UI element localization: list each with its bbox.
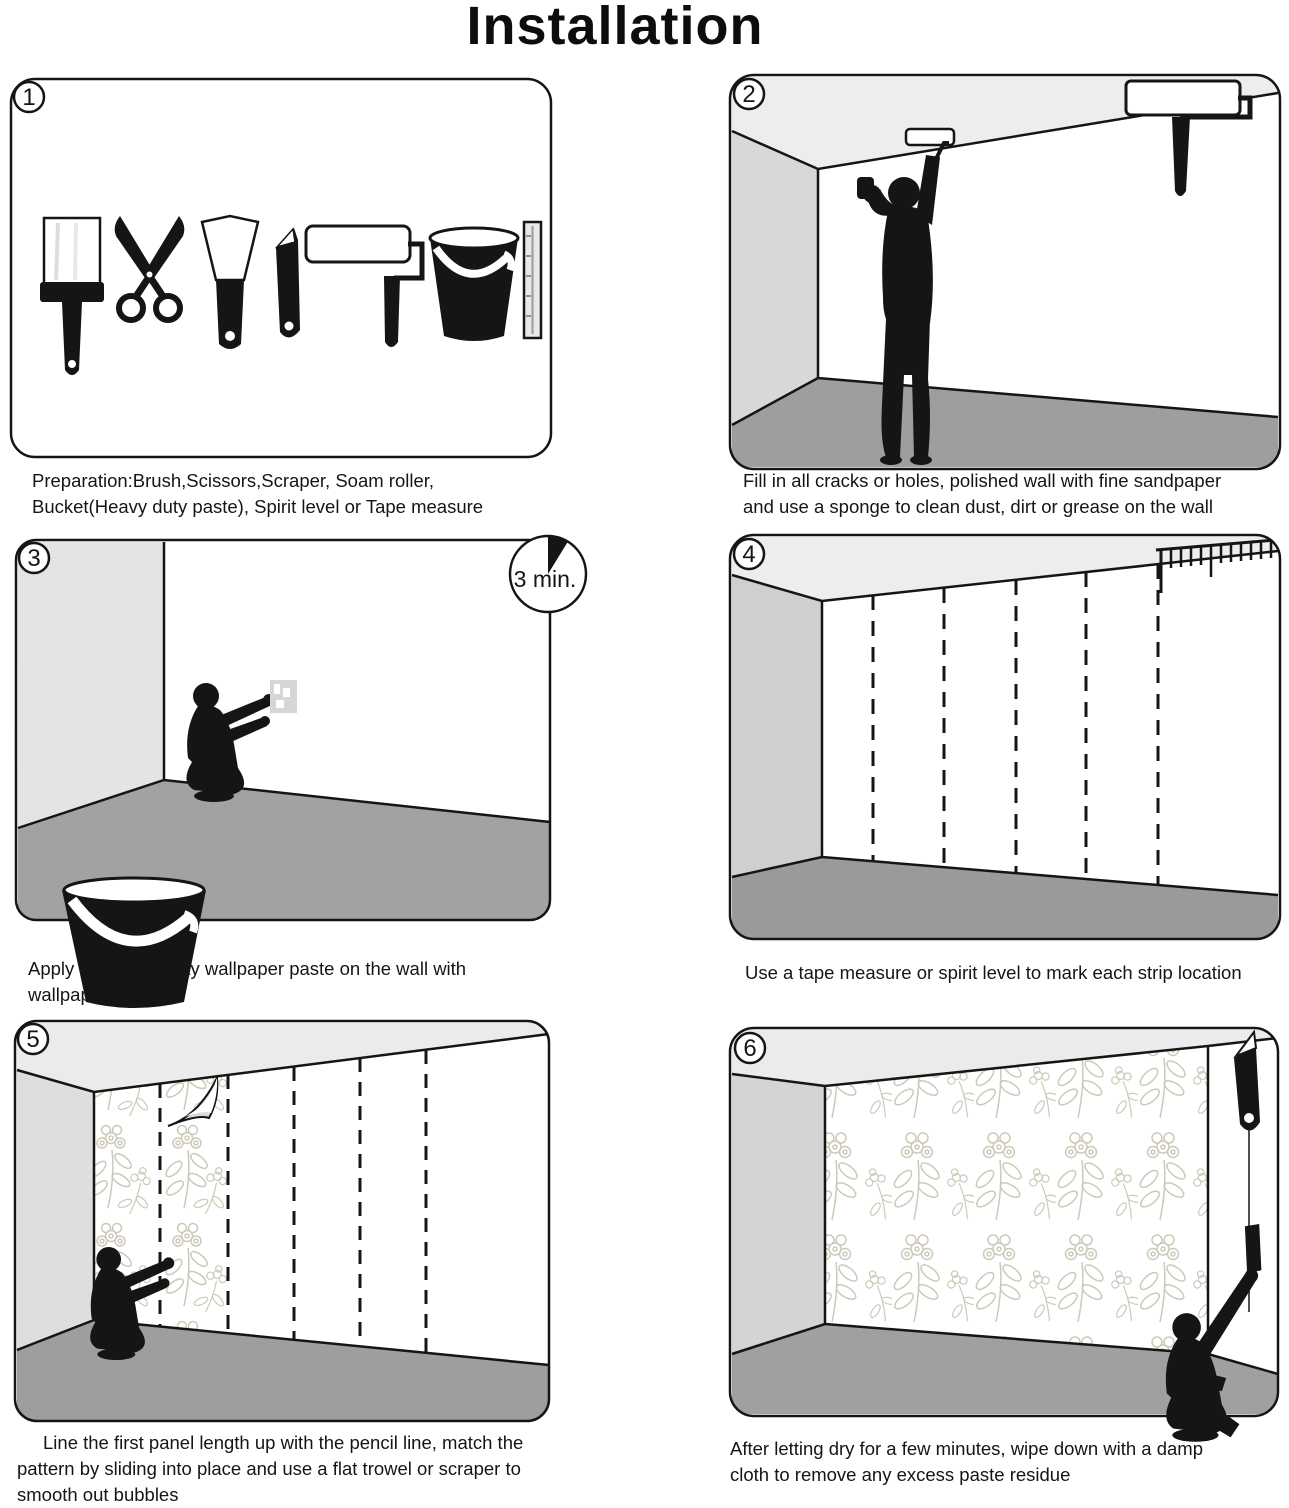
main-wall [822, 551, 1278, 895]
step-number: 2 [742, 81, 756, 108]
paste-bucket-icon [430, 228, 518, 341]
timer-label: 3 min. [513, 566, 577, 592]
step-number: 4 [742, 541, 756, 568]
step-number-badge [19, 543, 49, 573]
utility-knife-icon [276, 228, 300, 338]
step-number-badge [14, 82, 44, 112]
step-3-panel [12, 532, 577, 1012]
step-2-caption: Fill in all cracks or holes, polished wall with fine sandpaper and use a sponge to clean dust, dirt or grease on the wall [743, 470, 1222, 517]
spirit-level-icon [524, 222, 541, 338]
step-number-badge [734, 539, 764, 569]
step-number: 1 [22, 84, 36, 111]
timer-clock-icon [510, 536, 586, 612]
step-number-badge [18, 1024, 48, 1054]
wallpapered-wall [825, 1046, 1208, 1354]
step-6-panel [728, 1022, 1284, 1458]
side-wall [732, 575, 822, 877]
side-wall [732, 1074, 825, 1354]
side-wall [732, 131, 818, 425]
step-3-caption: Apply the heavy duty wallpaper paste on the wall with wallpaper brush [28, 958, 467, 1005]
page-title: Installation [466, 0, 764, 56]
step-number: 5 [26, 1026, 40, 1053]
step-6-caption: After letting dry for a few minutes, wipe down with a damp cloth to remove any excess paste residue [730, 1438, 1203, 1485]
step-1-panel [8, 76, 555, 462]
step-5-panel [12, 1018, 552, 1426]
step-4-panel [728, 533, 1282, 945]
step-number: 3 [27, 545, 41, 572]
step-number-badge [734, 79, 764, 109]
step-5-caption: Line the first panel length up with the pencil line, match the pattern by sliding into place and use a flat trowel or scraper to smooth out bubbles [17, 1432, 524, 1505]
step-2-panel [728, 73, 1282, 471]
step-1-caption: Preparation:Brush,Scissors,Scraper, Soam roller, Bucket(Heavy duty paste), Spirit level or Tape measure [32, 470, 484, 517]
side-wall [17, 1070, 94, 1350]
step-number: 6 [743, 1035, 757, 1062]
step-4-caption: Use a tape measure or spirit level to mark each strip location [745, 962, 1242, 983]
step-number-badge [735, 1033, 765, 1063]
side-wall [18, 542, 164, 828]
paste-brush-icon [270, 680, 297, 713]
